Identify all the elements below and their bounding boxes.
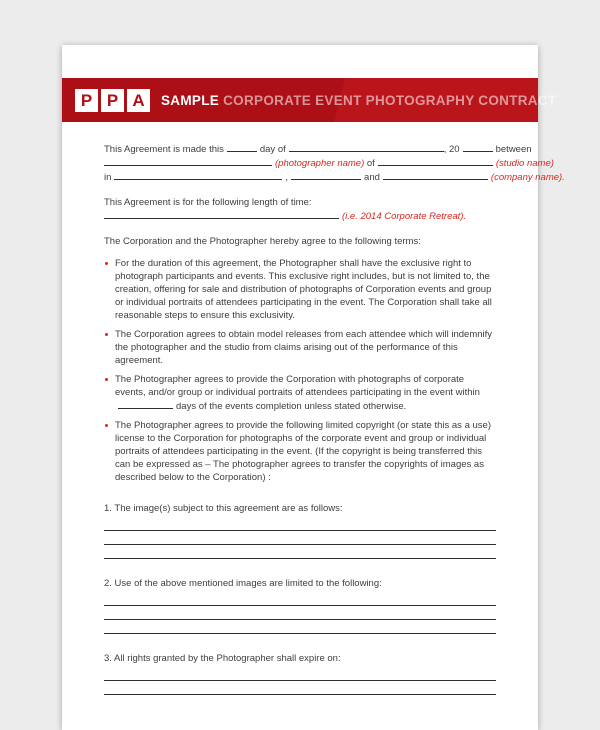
- logo-letter-a: A: [127, 89, 150, 112]
- term-text: For the duration of this agreement, the Photographer shall have the exclusive right to photograph participants and events. This exclusive right includes, but is not limited to, the creation, offering for sale and distribution of photographs of Corporation events and group or individual portraits of attendees participating in the event. The Corporation shall take all reasonable steps to ensure this exclusivity.: [115, 258, 492, 321]
- blank-photographer-name: [104, 156, 272, 166]
- title-rest: CORPORATE EVENT PHOTOGRAPHY CONTRACT: [223, 92, 557, 108]
- blank-days: [118, 399, 173, 409]
- blank-city: [114, 170, 282, 180]
- writing-line: [104, 606, 496, 620]
- length-of-time-text: [104, 196, 496, 209]
- header-banner: [62, 78, 557, 122]
- numbered-section-1: [104, 502, 496, 559]
- blank-length-of-time: [104, 209, 339, 219]
- term-text: The Photographer agrees to provide the following limited copyright (or state this as a use) license to the Corporation for photographs of the corporate event and group or individual portraits of attendees participating in the event. (If the copyright is being transferred this can be expressed as – The photographer agrees to transfer the copyrights of images as described below to the Corporation) :: [115, 420, 491, 483]
- blank-year: [463, 142, 493, 152]
- section-label: 1. The image(s) subject to this agreement are as follows:: [104, 503, 343, 514]
- intro-text: , 20: [443, 144, 460, 155]
- length-of-time: [104, 196, 496, 223]
- intro-text: and: [364, 172, 380, 183]
- intro-text: in: [104, 172, 112, 183]
- length-of-time-example: (i.e. 2014 Corporate Retreat).: [342, 211, 467, 222]
- length-of-time-label: This Agreement is for the following length of time:: [104, 197, 312, 208]
- blank-day: [227, 142, 257, 152]
- section-label: 3. All rights granted by the Photographer shall expire on:: [104, 653, 341, 664]
- term-text-after-blank: days of the events completion unless stated otherwise.: [176, 401, 407, 412]
- writing-line: [104, 620, 496, 634]
- contract-page: [62, 45, 565, 730]
- intro-text: This Agreement is made this: [104, 144, 224, 155]
- writing-line: [104, 545, 496, 559]
- logo-letter-p2: P: [101, 89, 124, 112]
- numbered-section-3: [104, 652, 496, 695]
- bullet-icon: [105, 424, 108, 427]
- company-name-label: (company name).: [490, 172, 565, 183]
- photographer-name-label: (photographer name): [275, 158, 365, 169]
- studio-name-label: (studio name): [495, 158, 554, 169]
- intro-paragraph: [104, 142, 565, 184]
- term-text: [115, 373, 496, 413]
- blank-company-name: [383, 170, 488, 180]
- intro-text: between: [495, 144, 532, 155]
- bullet-icon: [105, 262, 108, 265]
- ppa-logo: [75, 89, 150, 112]
- bullet-icon: [105, 378, 108, 381]
- document-title: [161, 93, 556, 108]
- term-bullet-4: [104, 419, 496, 484]
- term-text-before-blank: The Photographer agrees to provide the Corporation with photographs of corporate events, and/or group or individual portraits of attendees participating in the event within: [115, 374, 480, 398]
- logo-letter-p1: P: [75, 89, 98, 112]
- numbered-section-2: [104, 577, 496, 634]
- bullet-icon: [105, 333, 108, 336]
- intro-line-3: [104, 170, 565, 184]
- intro-line-2: [104, 156, 554, 170]
- terms-list: [104, 257, 496, 484]
- blank-month: [289, 142, 444, 152]
- term-bullet-1: [104, 257, 496, 322]
- writing-line: [104, 592, 496, 606]
- terms-intro: The Corporation and the Photographer hereby agree to the following terms:: [104, 236, 421, 247]
- term-text: The Corporation agrees to obtain model releases from each attendee which will indemnify the photographer and the studio from claims arising out of the performance of this agreement.: [115, 329, 493, 366]
- writing-line: [104, 667, 496, 681]
- term-bullet-2: [104, 328, 496, 367]
- intro-text: ,: [285, 172, 289, 183]
- blank-state: [291, 170, 361, 180]
- writing-line: [104, 531, 496, 545]
- title-sample: SAMPLE: [161, 92, 220, 108]
- contract-body: [62, 122, 565, 695]
- writing-line: [104, 517, 496, 531]
- length-of-time-blank-line: [104, 209, 496, 223]
- intro-text: day of: [259, 144, 286, 155]
- blank-studio-name: [378, 156, 493, 166]
- writing-line: [104, 681, 496, 695]
- section-label: 2. Use of the above mentioned images are limited to the following:: [104, 578, 382, 589]
- intro-line-1: [104, 142, 532, 156]
- term-bullet-3: [104, 373, 496, 413]
- intro-text: of: [366, 158, 375, 169]
